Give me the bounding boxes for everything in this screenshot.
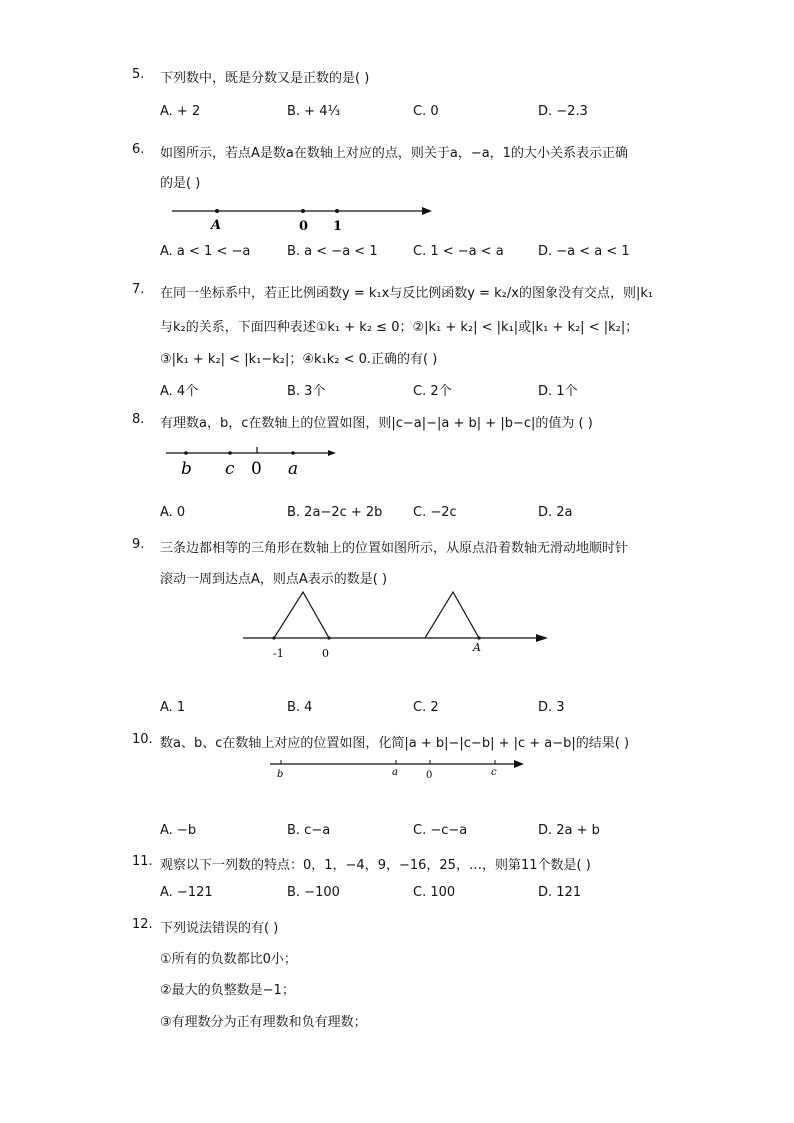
question-6-stem-line-1: 如图所示，若点A是数a在数轴上对应的点，则关于a，−a，1的大小关系表示正确	[160, 146, 628, 161]
question-12-statement-3: ③有理数分为正有理数和负有理数；	[160, 1015, 367, 1030]
question-9-option-b: B. 4	[287, 700, 313, 715]
question-7-stem-line-1: 在同一坐标系中，若正比例函数y = k₁x与反比例函数y = k₂/x的图象没有交点，则|k₁	[160, 286, 654, 301]
question-11-stem: 观察以下一列数的特点：0，1，−4，9，−16，25，…，则第11个数是( )	[160, 858, 591, 873]
question-5-number: 5.	[132, 67, 145, 82]
question-10-option-b: B. c−a	[287, 823, 331, 838]
question-5-option-d: D. −2.3	[538, 104, 588, 119]
question-6-stem-line-2: 的是( )	[160, 176, 201, 191]
label-c: c	[225, 459, 235, 479]
question-7-option-b: B. 3个	[287, 384, 326, 399]
label-0: 0	[251, 459, 262, 479]
question-10-option-a: A. −b	[160, 823, 197, 838]
question-9-stem-line-1: 三条边都相等的三角形在数轴上的位置如图所示，从原点沿着数轴无滑动地顺时针	[160, 541, 629, 556]
question-6-option-b: B. a < −a < 1	[287, 244, 378, 259]
label-a: a	[392, 767, 398, 778]
question-7-option-d: D. 1个	[538, 384, 578, 399]
question-12-stem: 下列说法错误的有( )	[160, 921, 279, 936]
question-8-stem: 有理数a，b，c在数轴上的位置如图，则|c−a|−|a + b| + |b−c|的值为 ( )	[160, 416, 593, 431]
question-5-option-c: C. 0	[413, 104, 439, 119]
question-7-stem-line-3: ③|k₁ + k₂| < |k₁−k₂|；④k₁k₂ < 0.正确的有( )	[160, 352, 438, 367]
question-9-number: 9.	[132, 537, 145, 552]
question-10-stem: 数a、b、c在数轴上对应的位置如图，化简|a + b|−|c−b| + |c + a−b|的结果( )	[160, 736, 630, 751]
label-c: c	[491, 767, 497, 778]
question-11-option-c: C. 100	[413, 885, 456, 900]
question-9-option-c: C. 2	[413, 700, 439, 715]
question-7-option-c: C. 2个	[413, 384, 452, 399]
question-11-option-d: D. 121	[538, 885, 582, 900]
question-11-option-a: A. −121	[160, 885, 213, 900]
question-11-option-b: B. −100	[287, 885, 340, 900]
question-12-number: 12.	[132, 917, 153, 932]
question-6-option-d: D. −a < a < 1	[538, 244, 630, 259]
question-5-option-b: B. + 4⅓	[287, 104, 341, 119]
question-8-number: 8.	[132, 412, 145, 427]
question-8-option-a: A. 0	[160, 505, 186, 520]
question-7-option-a: A. 4个	[160, 384, 199, 399]
question-7-stem-line-2: 与k₂的关系，下面四种表述①k₁ + k₂ ≤ 0；②|k₁ + k₂| < |k₁|或|k₁ + k₂| < |k₂|；	[160, 320, 639, 335]
question-10-number: 10.	[132, 732, 153, 747]
question-7-number: 7.	[132, 282, 145, 297]
question-6-number: 6.	[132, 142, 145, 157]
question-12-statement-2: ②最大的负整数是−1；	[160, 983, 295, 998]
question-10-option-d: D. 2a + b	[538, 823, 600, 838]
question-8-option-d: D. 2a	[538, 505, 573, 520]
label-minus-1: -1	[273, 647, 284, 660]
question-9-option-d: D. 3	[538, 700, 565, 715]
question-8-option-c: C. −2c	[413, 505, 457, 520]
question-8-option-b: B. 2a−2c + 2b	[287, 505, 383, 520]
label-A: A	[473, 641, 481, 654]
question-5-option-a: A. + 2	[160, 104, 201, 119]
label-0: 0	[426, 770, 433, 781]
label-a: a	[288, 459, 299, 479]
question-9-option-a: A. 1	[160, 700, 186, 715]
question-11-number: 11.	[132, 854, 153, 869]
label-1: 1	[333, 219, 343, 234]
question-10-option-c: C. −c−a	[413, 823, 468, 838]
question-9-stem-line-2: 滚动一周到达点A，则点A表示的数是( )	[160, 572, 388, 587]
label-0: 0	[299, 219, 309, 234]
label-0: 0	[322, 647, 329, 660]
label-A: A	[211, 218, 222, 233]
arrow-head	[514, 760, 524, 768]
question-6-option-c: C. 1 < −a < a	[413, 244, 504, 259]
question-6-option-a: A. a < 1 < −a	[160, 244, 251, 259]
label-b: b	[181, 459, 192, 479]
label-b: b	[277, 769, 284, 780]
question-12-statement-1: ①所有的负数都比0小；	[160, 952, 297, 967]
question-5-stem: 下列数中，既是分数又是正数的是( )	[160, 71, 370, 86]
